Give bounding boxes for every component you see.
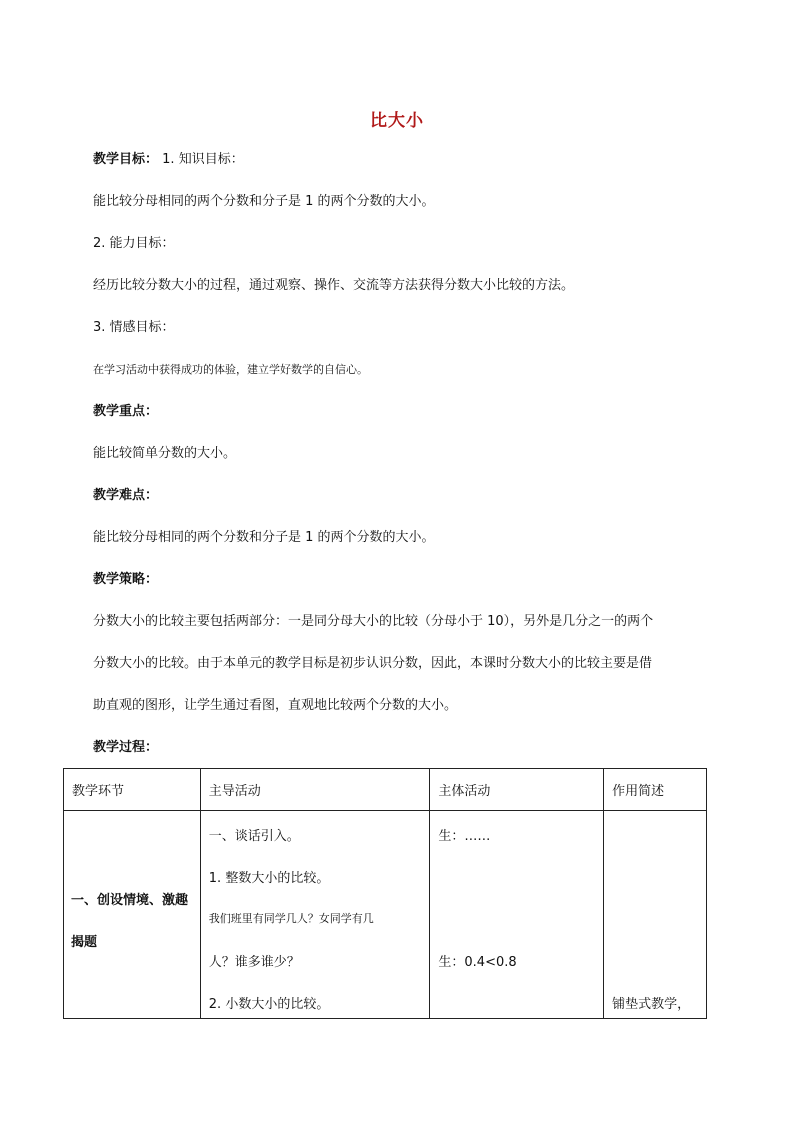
- stage-line-1: 一、创设情境、激趣: [71, 893, 189, 908]
- table-header-row: [64, 769, 707, 811]
- lead-line-3: 我们班里有同学几人？女同学有几: [208, 912, 374, 925]
- stage-line-2: 揭题: [71, 935, 98, 950]
- purpose-text: 铺垫式教学，: [612, 997, 691, 1012]
- goal1-text: 能比较分母相同的两个分数和分子是 1 的两个分数的大小。: [93, 194, 435, 209]
- goal1-title: 1. 知识目标：: [162, 152, 244, 167]
- table-row: [64, 811, 707, 1019]
- goal2-title: 2. 能力目标：: [93, 236, 175, 251]
- key-label: 教学重点：: [93, 404, 159, 419]
- lead-line-4: 人？谁多谁少？: [208, 955, 300, 970]
- lead-line-2: 1. 整数大小的比较。: [208, 871, 330, 886]
- lead-line-5: 2. 小数大小的比较。: [208, 997, 330, 1012]
- header-student-activity: 主体活动: [430, 769, 604, 811]
- student-line-1: 生：……: [438, 829, 491, 844]
- lead-line-1: 一、谈话引入。: [208, 829, 300, 844]
- difficulty-label: 教学难点：: [93, 488, 159, 503]
- header-purpose: 作用简述: [604, 769, 707, 811]
- header-stage: 教学环节: [64, 769, 201, 811]
- lead-activity-cell: [200, 811, 430, 1019]
- process-label: 教学过程：: [93, 740, 159, 755]
- header-lead-activity: 主导活动: [200, 769, 430, 811]
- strategy-line-2: 分数大小的比较。由于本单元的教学目标是初步认识分数，因此，本课时分数大小的比较主要是借: [93, 656, 653, 671]
- student-activity-cell: [430, 811, 604, 1019]
- goal3-text: 在学习活动中获得成功的体验，建立学好数学的自信心。: [93, 363, 368, 376]
- page-title: 比大小: [370, 111, 424, 131]
- difficulty-text: 能比较分母相同的两个分数和分子是 1 的两个分数的大小。: [93, 530, 435, 545]
- strategy-line-1: 分数大小的比较主要包括两部分：一是同分母大小的比较（分母小于 10），另外是几分之一的两个: [93, 614, 654, 629]
- purpose-cell: [604, 811, 707, 1019]
- goal3-title: 3. 情感目标：: [93, 320, 175, 335]
- strategy-line-3: 助直观的图形，让学生通过看图，直观地比较两个分数的大小。: [93, 698, 458, 713]
- key-text: 能比较简单分数的大小。: [93, 446, 237, 461]
- goal2-text: 经历比较分数大小的过程，通过观察、操作、交流等方法获得分数大小比较的方法。: [93, 278, 575, 293]
- goals-line: [93, 151, 244, 169]
- stage-cell: [64, 811, 201, 1019]
- student-line-2: 生：0.4<0.8: [438, 955, 517, 970]
- process-table: [63, 768, 707, 1019]
- goals-label: 教学目标：: [93, 152, 159, 167]
- strategy-label: 教学策略：: [93, 572, 159, 587]
